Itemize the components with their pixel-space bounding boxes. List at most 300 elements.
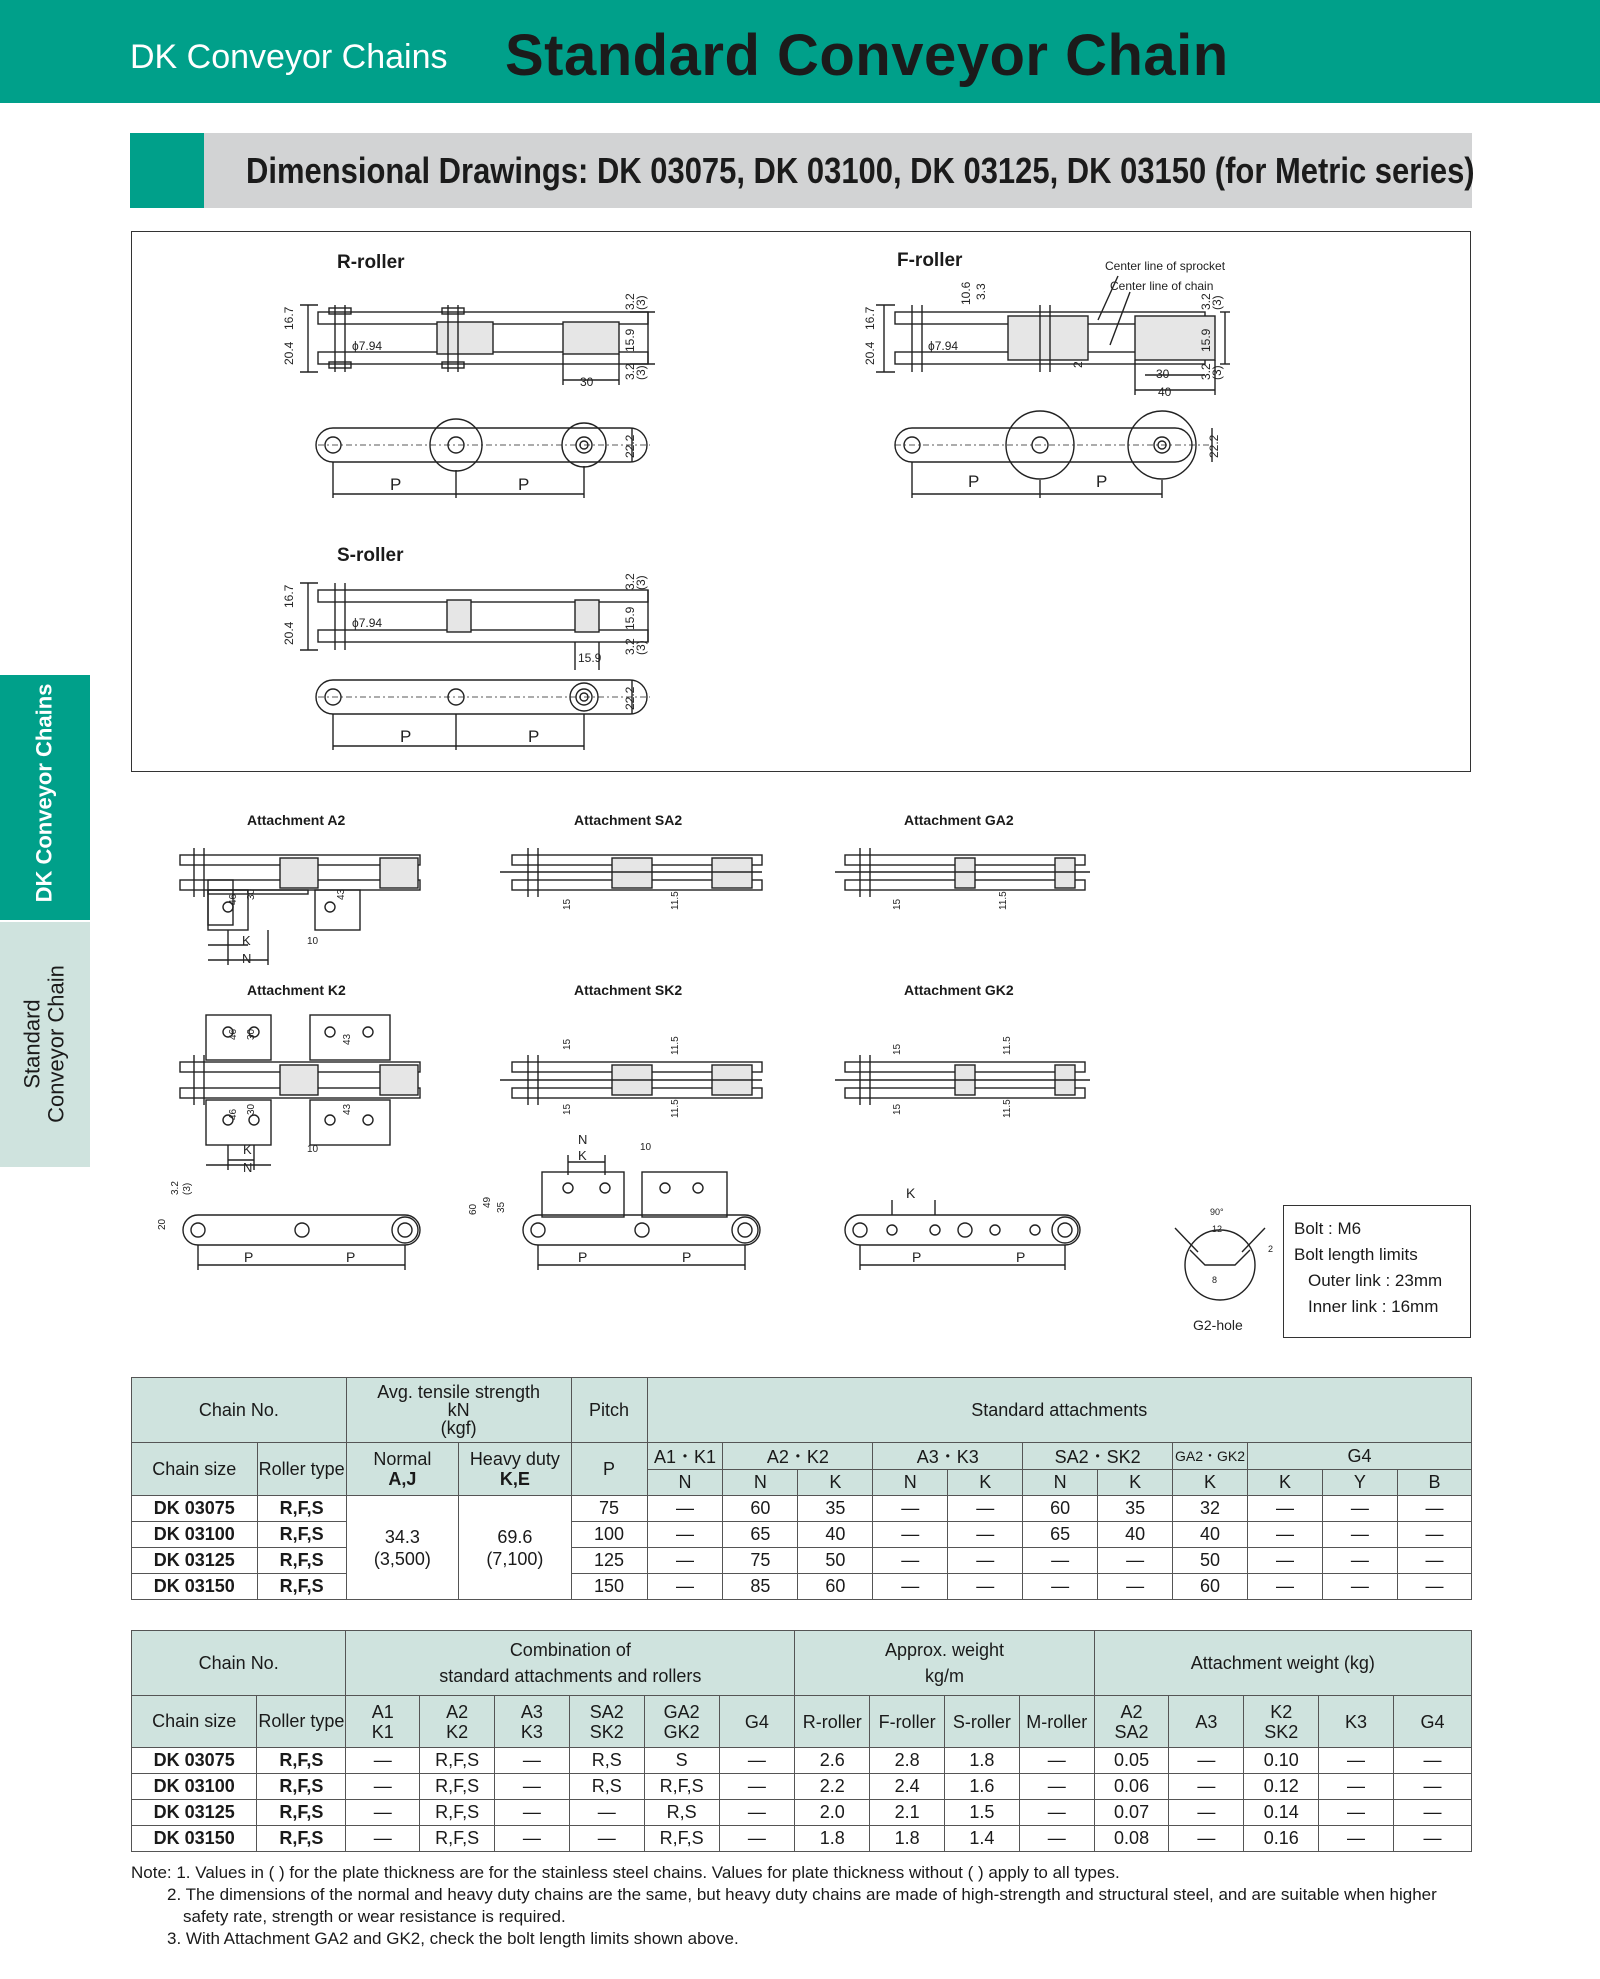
dim-label: 15 [562, 1038, 573, 1050]
table-cell: — [948, 1522, 1023, 1548]
dim-label: 2 [1071, 361, 1085, 368]
attachment-sk2-drawing [500, 1055, 762, 1105]
t2-h-chain-size: Chain size [132, 1696, 257, 1748]
table-cell: 0.12 [1244, 1774, 1319, 1800]
table-cell: 65 [723, 1522, 798, 1548]
table-cell: — [1393, 1748, 1471, 1774]
t2-body [132, 1748, 1472, 1852]
t2-h-attachment-weight: Attachment weight (kg) [1094, 1631, 1471, 1696]
table-cell: DK 03125 [132, 1800, 257, 1826]
attachment-k2-drawing [180, 1015, 420, 1170]
table-cell: R,F,S [644, 1826, 719, 1852]
t1-h-chain-size: Chain size [132, 1443, 258, 1496]
table-cell: — [1098, 1548, 1173, 1574]
bolt-outer-link: Outer link : 23mm [1308, 1271, 1443, 1290]
table-cell: 2.2 [795, 1774, 870, 1800]
t1-h-normal: Normal A,J [346, 1443, 458, 1496]
attachment-gk2-label: Attachment GK2 [904, 982, 1014, 998]
t1-group: SA2・SK2 [1023, 1443, 1173, 1470]
table-cell: 40 [1173, 1522, 1248, 1548]
table-cell: — [948, 1496, 1023, 1522]
table-cell: — [1393, 1800, 1471, 1826]
table-cell: — [346, 1774, 420, 1800]
t1-h-tensile: Avg. tensile strength kN (kgf) [346, 1378, 571, 1443]
table-cell: 50 [798, 1548, 873, 1574]
table-cell: — [1319, 1826, 1394, 1852]
dim-label: 30 [580, 375, 594, 389]
table-cell: — [1393, 1826, 1471, 1852]
table-cell: 2.4 [870, 1774, 945, 1800]
table-cell: R,F,S [644, 1774, 719, 1800]
t1-group: A2・K2 [723, 1443, 873, 1470]
table-cell: 1.8 [945, 1748, 1020, 1774]
t1-body [132, 1496, 1472, 1600]
dim-label: 15.9 [578, 651, 602, 665]
dim-label: P [578, 1249, 588, 1265]
dim-label: P [244, 1249, 254, 1265]
dim-label: P [682, 1249, 692, 1265]
t2-sub: M-roller [1019, 1696, 1094, 1748]
dim-label: 20.4 [282, 621, 296, 645]
dim-label: K [578, 1148, 587, 1163]
table-cell: — [1248, 1496, 1323, 1522]
side-tab-standard-conveyor-label: Standard Conveyor Chain [19, 965, 69, 1123]
dim-label: 30 [246, 888, 257, 900]
table-cell: 85 [723, 1574, 798, 1600]
table-cell: R,F,S [257, 1548, 346, 1574]
t2-sub: G4 [1393, 1696, 1471, 1748]
table-cell: — [346, 1748, 420, 1774]
dim-label: P [346, 1249, 356, 1265]
table-cell: 35 [1098, 1496, 1173, 1522]
bolt-info-box [1283, 1205, 1471, 1338]
dim-label: 15.9 [623, 328, 637, 352]
table-cell: 60 [1023, 1496, 1098, 1522]
table-row [132, 1826, 1472, 1852]
table-cell: — [1023, 1548, 1098, 1574]
attachment-a2-drawing [180, 848, 420, 965]
table-cell: — [1019, 1826, 1094, 1852]
t2-sub: K2 SK2 [1244, 1696, 1319, 1748]
attachment-k2-label: Attachment K2 [247, 982, 346, 998]
table-cell: — [719, 1800, 795, 1826]
table-cell: 150 [571, 1574, 647, 1600]
dim-label: 11.5 [1002, 1036, 1013, 1055]
table-cell: 40 [798, 1522, 873, 1548]
t1-sub: N [873, 1470, 948, 1496]
table-cell: R,F,S [420, 1774, 495, 1800]
t1-h-standard: Standard attachments [647, 1378, 1472, 1443]
table-cell: — [495, 1826, 570, 1852]
table-cell: R,S [644, 1800, 719, 1826]
dim-label: 10 [307, 1144, 319, 1155]
table-cell: DK 03075 [132, 1748, 257, 1774]
bolt-size: Bolt : M6 [1294, 1219, 1362, 1238]
dim-label: (3) [634, 365, 648, 380]
table-cell: — [1322, 1574, 1397, 1600]
table-cell: R,S [569, 1774, 644, 1800]
table-cell: — [1019, 1748, 1094, 1774]
dim-label: P [518, 475, 530, 494]
t1-sub: K [1173, 1470, 1248, 1496]
dim-label: 43 [336, 888, 347, 900]
s-roller-top-view [316, 680, 650, 750]
table-cell: 60 [1173, 1574, 1248, 1600]
dim-label: 15 [892, 1043, 903, 1055]
table-cell: — [1248, 1548, 1323, 1574]
f-roller-top-view [895, 411, 1212, 498]
t1-h-roller-type: Roller type [257, 1443, 346, 1496]
brand-label: DK Conveyor Chains [130, 38, 448, 76]
table-cell: — [647, 1574, 723, 1600]
t1-sub: K [1098, 1470, 1173, 1496]
t1-sub: N [1023, 1470, 1098, 1496]
t2-h-roller-type: Roller type [257, 1696, 346, 1748]
f-roller-label: F-roller [897, 250, 963, 271]
table-cell: R,F,S [257, 1800, 346, 1826]
dim-label: 20.4 [863, 341, 877, 365]
table-cell: — [873, 1548, 948, 1574]
table-cell: — [346, 1800, 420, 1826]
dim-label: 22.2 [1207, 434, 1221, 458]
t1-h-pitch: Pitch [571, 1378, 647, 1443]
dim-label: 3.2 [623, 638, 637, 655]
table-cell: R,F,S [257, 1496, 346, 1522]
section-title: Dimensional Drawings: DK 03075, DK 03100, DK 03125, DK 03150 (for Metric series) [246, 150, 1475, 191]
dim-label: 30 [246, 1028, 257, 1040]
table-cell: 0.14 [1244, 1800, 1319, 1826]
table-row [132, 1548, 1472, 1574]
table-row [132, 1496, 1472, 1522]
table-cell: 0.05 [1094, 1748, 1169, 1774]
table-row [132, 1748, 1472, 1774]
dim-label: 22.2 [623, 686, 637, 710]
table-cell: — [1319, 1748, 1394, 1774]
table-cell: — [1322, 1496, 1397, 1522]
dim-label: 22.2 [623, 434, 637, 458]
table-cell: 75 [723, 1548, 798, 1574]
g2-hole-drawing [1175, 1228, 1265, 1300]
note-3: 3. With Attachment GA2 and GK2, check the bolt length limits shown above. [167, 1929, 739, 1948]
side-tab-dk-conveyor-label: DK Conveyor Chains [31, 683, 57, 903]
sk2-top-view [523, 1155, 760, 1270]
table-cell: S [644, 1748, 719, 1774]
t1-h-chain-no: Chain No. [132, 1378, 347, 1443]
t2-sub: A1 K1 [346, 1696, 420, 1748]
table-cell: 60 [723, 1496, 798, 1522]
dim-label: 46 [228, 893, 239, 905]
dim-label: 3.2 [1199, 363, 1213, 380]
table-cell: 100 [571, 1522, 647, 1548]
t2-h-combination: Combination of standard attachments and rollers [346, 1631, 795, 1696]
dim-label: P [1096, 472, 1108, 491]
dim-label: 10.6 [959, 281, 973, 305]
dim-label: 15 [562, 1103, 573, 1115]
dim-label: 3.2 [623, 363, 637, 380]
t1-group: G4 [1248, 1443, 1472, 1470]
dim-label: 3.2 [623, 293, 637, 310]
center-chain-label: Center line of chain [1110, 279, 1214, 293]
dim-label: ϕ7.94 [352, 339, 383, 353]
table-cell: — [346, 1826, 420, 1852]
table-cell: R,F,S [257, 1748, 346, 1774]
table-cell: R,F,S [420, 1826, 495, 1852]
table-cell: 2.6 [795, 1748, 870, 1774]
dim-label: 49 [482, 1196, 493, 1208]
t1-h-heavy: Heavy duty K,E [459, 1443, 571, 1496]
t1-h-p: P [571, 1443, 647, 1496]
table-cell: — [495, 1774, 570, 1800]
weights-table [131, 1630, 1472, 1852]
t2-h-weight: Approx. weight kg/m [795, 1631, 1094, 1696]
dim-label: 20.4 [282, 341, 296, 365]
table-cell: 0.16 [1244, 1826, 1319, 1852]
table-cell: — [1319, 1774, 1394, 1800]
dim-label: P [968, 472, 980, 491]
table-cell: DK 03125 [132, 1548, 258, 1574]
table-cell: 1.4 [945, 1826, 1020, 1852]
table-row [132, 1574, 1472, 1600]
heavy-strength: 69.6 (7,100) [459, 1496, 571, 1600]
dim-label: (3) [1210, 365, 1224, 380]
standard-attachments-table [131, 1377, 1472, 1600]
table-cell: R,F,S [257, 1574, 346, 1600]
table-cell: — [647, 1548, 723, 1574]
f-roller-side-view [876, 276, 1230, 395]
table-row [132, 1774, 1472, 1800]
dim-label: K [243, 1142, 252, 1157]
gk2-top-view [845, 1200, 1080, 1270]
t1-sub: K [1248, 1470, 1323, 1496]
table-cell: 1.6 [945, 1774, 1020, 1800]
table-cell: — [1169, 1748, 1244, 1774]
table-cell: 35 [798, 1496, 873, 1522]
table-cell: — [1169, 1800, 1244, 1826]
table-cell: — [1169, 1826, 1244, 1852]
dim-label: P [400, 727, 412, 746]
t1-group: A3・K3 [873, 1443, 1023, 1470]
t2-sub: G4 [719, 1696, 795, 1748]
table-cell: R,F,S [257, 1522, 346, 1548]
t2-sub: K3 [1319, 1696, 1394, 1748]
table-cell: — [719, 1826, 795, 1852]
attachment-gk2-drawing [835, 1055, 1090, 1105]
table-cell: — [948, 1574, 1023, 1600]
table-cell: 60 [798, 1574, 873, 1600]
t2-sub: F-roller [870, 1696, 945, 1748]
table-row [132, 1522, 1472, 1548]
dim-label: 3.2 [170, 1181, 181, 1195]
table-cell: DK 03075 [132, 1496, 258, 1522]
dim-label: 30 [246, 1103, 257, 1115]
t1-group: GA2・GK2 [1173, 1443, 1248, 1470]
table-cell: R,F,S [420, 1748, 495, 1774]
dim-label: N [243, 1160, 253, 1175]
table-cell: — [1397, 1496, 1471, 1522]
dim-label: 15 [892, 898, 903, 910]
table-cell: — [873, 1522, 948, 1548]
t1-sub: Y [1322, 1470, 1397, 1496]
dim-label: 30 [1156, 367, 1170, 381]
dim-label: 43 [342, 1103, 353, 1115]
table-cell: — [1023, 1574, 1098, 1600]
dim-label: 20 [157, 1218, 168, 1230]
table-cell: 125 [571, 1548, 647, 1574]
table-cell: — [1098, 1574, 1173, 1600]
page-title: Standard Conveyor Chain [505, 23, 1229, 88]
table-cell: — [719, 1774, 795, 1800]
bolt-length-title: Bolt length limits [1294, 1245, 1418, 1264]
t2-sub: R-roller [795, 1696, 870, 1748]
table-cell: 40 [1098, 1522, 1173, 1548]
t2-sub: A3 [1169, 1696, 1244, 1748]
t2-sub: A3 K3 [495, 1696, 570, 1748]
table-cell: 1.5 [945, 1800, 1020, 1826]
dim-label: P [390, 475, 402, 494]
table-cell: — [1169, 1774, 1244, 1800]
t1-sub: K [798, 1470, 873, 1496]
dim-label: P [528, 727, 540, 746]
dim-label: ϕ7.94 [352, 616, 383, 630]
table-cell: — [948, 1548, 1023, 1574]
t2-sub: SA2 SK2 [569, 1696, 644, 1748]
dim-label: 15.9 [1199, 328, 1213, 352]
r-roller-label: R-roller [337, 252, 405, 273]
s-roller-label: S-roller [337, 545, 404, 566]
attachment-ga2-drawing [835, 848, 1090, 897]
dim-label: 43 [342, 1033, 353, 1045]
t1-sub: B [1397, 1470, 1471, 1496]
dim-label: 3.3 [974, 283, 988, 300]
t1-group: A1・K1 [647, 1443, 723, 1470]
dim-label: N [242, 951, 252, 966]
dim-label: 90° [1210, 1207, 1224, 1217]
table-cell: — [495, 1800, 570, 1826]
dim-label: 46 [228, 1108, 239, 1120]
dim-label: (3) [1210, 295, 1224, 310]
dim-label: 11.5 [670, 1036, 681, 1055]
table-cell: 75 [571, 1496, 647, 1522]
dim-label: 16.7 [863, 306, 877, 330]
dim-label: 46 [228, 1028, 239, 1040]
center-sprocket-label: Center line of sprocket [1105, 259, 1226, 273]
t2-sub: GA2 GK2 [644, 1696, 719, 1748]
dim-label: P [912, 1249, 922, 1265]
dim-label: 2 [1268, 1244, 1274, 1254]
attachment-sa2-label: Attachment SA2 [574, 812, 683, 828]
note-2: 2. The dimensions of the normal and heavy duty chains are the same, but heavy duty chains are made of high-strength and structural steel, and are suitable when higher safety rate, strength or wear resistance is required. [167, 1885, 1437, 1926]
table-cell: — [1397, 1548, 1471, 1574]
dim-label: 40 [1158, 385, 1172, 399]
t1-sub: N [723, 1470, 798, 1496]
t2-h-chain-no: Chain No. [132, 1631, 346, 1696]
table-cell: 65 [1023, 1522, 1098, 1548]
dim-label: 15 [892, 1103, 903, 1115]
k2-top-view [183, 1215, 420, 1270]
table-cell: — [1248, 1522, 1323, 1548]
table-cell: R,F,S [420, 1800, 495, 1826]
table-cell: R,F,S [257, 1774, 346, 1800]
table-cell: — [1019, 1774, 1094, 1800]
t1-sub: K [948, 1470, 1023, 1496]
table-cell: — [1322, 1548, 1397, 1574]
t2-sub: A2 SA2 [1094, 1696, 1169, 1748]
dim-label: (3) [634, 575, 648, 590]
table-cell: — [1393, 1774, 1471, 1800]
dim-label: 11.5 [1002, 1099, 1013, 1118]
dim-label: (3) [634, 640, 648, 655]
table-cell: 0.10 [1244, 1748, 1319, 1774]
table-cell: 0.06 [1094, 1774, 1169, 1800]
table-row [132, 1800, 1472, 1826]
table-cell: — [569, 1800, 644, 1826]
table-cell: 32 [1173, 1496, 1248, 1522]
table-cell: — [1248, 1574, 1323, 1600]
table-cell: DK 03100 [132, 1522, 258, 1548]
table-cell: 2.1 [870, 1800, 945, 1826]
dim-label: N [578, 1132, 588, 1147]
t2-sub: S-roller [945, 1696, 1020, 1748]
table-cell: R,S [569, 1748, 644, 1774]
table-cell: — [873, 1496, 948, 1522]
dim-label: 16.7 [282, 584, 296, 608]
dim-label: 15.9 [623, 606, 637, 630]
table-cell: DK 03100 [132, 1774, 257, 1800]
dim-label: K [906, 1185, 916, 1201]
table-cell: — [1322, 1522, 1397, 1548]
table-cell: 1.8 [795, 1826, 870, 1852]
table-cell: — [719, 1748, 795, 1774]
dim-label: 11.5 [670, 1099, 681, 1118]
table-cell: 50 [1173, 1548, 1248, 1574]
table-cell: — [495, 1748, 570, 1774]
g2-hole-label: G2-hole [1193, 1317, 1243, 1333]
table-cell: — [873, 1574, 948, 1600]
normal-strength: 34.3 (3,500) [346, 1496, 458, 1600]
table-cell: — [1397, 1522, 1471, 1548]
table-cell: — [647, 1496, 723, 1522]
dim-label: 10 [307, 936, 319, 947]
dim-label: 3.2 [623, 573, 637, 590]
dim-label: K [242, 933, 251, 948]
dim-label: 35 [496, 1201, 507, 1213]
table-cell: — [1319, 1800, 1394, 1826]
dim-label: 3.2 [1199, 293, 1213, 310]
table-cell: 1.8 [870, 1826, 945, 1852]
attachment-a2-label: Attachment A2 [247, 812, 346, 828]
table-cell: DK 03150 [132, 1574, 258, 1600]
dim-label: 16.7 [282, 306, 296, 330]
t1-sub: N [647, 1470, 723, 1496]
table-cell: 0.08 [1094, 1826, 1169, 1852]
table-cell: — [647, 1522, 723, 1548]
table-cell: — [569, 1826, 644, 1852]
table-cell: — [1019, 1800, 1094, 1826]
table-cell: 2.0 [795, 1800, 870, 1826]
attachment-ga2-label: Attachment GA2 [904, 812, 1014, 828]
dim-label: ϕ7.94 [928, 339, 959, 353]
dim-label: 8 [1212, 1275, 1218, 1285]
table-cell: DK 03150 [132, 1826, 257, 1852]
table-cell: 0.07 [1094, 1800, 1169, 1826]
dim-label: 11.5 [998, 891, 1009, 910]
table-cell: R,F,S [257, 1826, 346, 1852]
dim-label: P [1016, 1249, 1026, 1265]
dim-label: 60 [468, 1203, 479, 1215]
note-1: Note: 1. Values in ( ) for the plate thickness are for the stainless steel chains. Values for plate thickness without ( ) apply to all types. [131, 1863, 1120, 1882]
r-roller-top-view [316, 419, 650, 498]
attachment-sa2-drawing [500, 848, 762, 897]
